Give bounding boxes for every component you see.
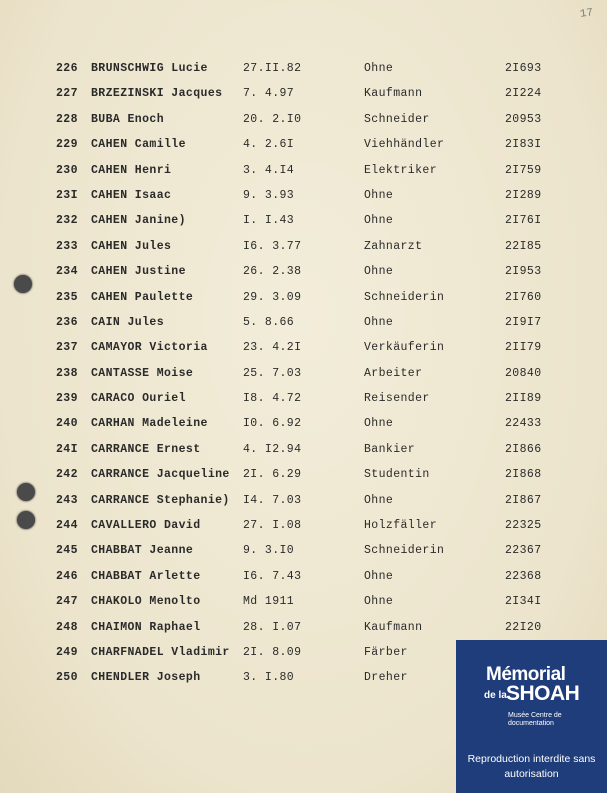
occupation: Elektriker — [364, 163, 438, 177]
occupation: Dreher — [364, 671, 408, 685]
record-id: 2I693 — [505, 62, 542, 75]
person-name: CAHEN Isaac — [91, 188, 172, 202]
record-id: 2I866 — [505, 442, 542, 456]
birth-date: 29. 3.09 — [243, 290, 302, 304]
person-name: CAHEN Henri — [91, 163, 172, 177]
record-id: 2II79 — [505, 341, 542, 355]
record-id: 22I20 — [505, 620, 542, 634]
list-row — [0, 468, 607, 493]
record-id: 2I289 — [505, 188, 542, 202]
record-id: 2I953 — [505, 265, 542, 279]
birth-date: 9. 3.I0 — [243, 544, 295, 558]
occupation: Ohne — [364, 62, 394, 75]
person-name: CAHEN Janine) — [91, 214, 186, 228]
list-row — [0, 265, 607, 290]
record-id: 2I83I — [505, 138, 542, 152]
birth-date: I4. 7.03 — [243, 493, 302, 507]
logo-de-la: de la — [484, 690, 507, 701]
list-row — [0, 240, 607, 265]
record-id: 2II89 — [505, 392, 542, 406]
person-name: BRZEZINSKI Jacques — [91, 87, 223, 101]
birth-date: 2I. 6.29 — [243, 468, 302, 482]
birth-date: 27.II.82 — [243, 62, 302, 75]
logo-shoah: SHOAH — [506, 682, 580, 705]
birth-date: 2I. 8.09 — [243, 645, 302, 659]
record-id: 22367 — [505, 544, 542, 558]
birth-date: I6. 7.43 — [243, 569, 302, 583]
occupation: Holzfäller — [364, 519, 438, 533]
record-id: 2I224 — [505, 87, 542, 101]
occupation: Kaufmann — [364, 620, 423, 634]
occupation: Färber — [364, 645, 408, 659]
birth-date: 7. 4.97 — [243, 87, 295, 101]
person-name: BUBA Enoch — [91, 112, 165, 126]
row-number: 24I — [56, 442, 78, 456]
list-row — [0, 417, 607, 442]
list-row — [0, 214, 607, 239]
record-id: 22368 — [505, 569, 542, 583]
occupation: Ohne — [364, 417, 394, 431]
occupation: Zahnarzt — [364, 239, 423, 253]
row-number: 243 — [56, 493, 78, 507]
record-id: 2I759 — [505, 163, 542, 177]
list-row — [0, 392, 607, 417]
birth-date: 4. I2.94 — [243, 442, 302, 456]
birth-date: 4. 2.6I — [243, 138, 295, 152]
row-number: 233 — [56, 239, 78, 253]
record-id: 20840 — [505, 366, 542, 380]
occupation: Ohne — [364, 188, 394, 202]
row-number: 230 — [56, 163, 78, 177]
list-row — [0, 595, 607, 620]
person-name: CARRANCE Jacqueline — [91, 468, 230, 482]
person-name: CAIN Jules — [91, 315, 165, 329]
row-number: 23I — [56, 188, 78, 202]
person-name: CANTASSE Moise — [91, 366, 194, 380]
person-name: CAHEN Paulette — [91, 290, 194, 304]
person-name: CAHEN Camille — [91, 138, 186, 152]
occupation: Viehhändler — [364, 138, 445, 152]
row-number: 248 — [56, 620, 78, 634]
record-id: 2I76I — [505, 214, 542, 228]
occupation: Studentin — [364, 468, 430, 482]
birth-date: I0. 6.92 — [243, 417, 302, 431]
occupation: Ohne — [364, 265, 394, 279]
row-number: 236 — [56, 315, 78, 329]
birth-date: 5. 8.66 — [243, 315, 295, 329]
occupation: Bankier — [364, 442, 416, 456]
deportee-list — [0, 62, 607, 697]
record-id: 2I9I7 — [505, 315, 542, 329]
row-number: 228 — [56, 112, 78, 126]
person-name: CARACO Ouriel — [91, 392, 186, 406]
person-name: CHABBAT Arlette — [91, 569, 201, 583]
list-row — [0, 138, 607, 163]
occupation: Ohne — [364, 315, 394, 329]
row-number: 250 — [56, 671, 78, 685]
person-name: CHABBAT Jeanne — [91, 544, 194, 558]
row-number: 244 — [56, 519, 78, 533]
occupation: Reisender — [364, 392, 430, 406]
record-id: 22I85 — [505, 239, 542, 253]
row-number: 227 — [56, 87, 78, 101]
person-name: CHAKOLO Menolto — [91, 595, 201, 609]
person-name: CAMAYOR Victoria — [91, 341, 208, 355]
logo-subtitle: Musée Centre de documentation — [508, 712, 562, 727]
list-row — [0, 367, 607, 392]
person-name: CAHEN Justine — [91, 265, 186, 279]
occupation: Ohne — [364, 214, 394, 228]
birth-date: 9. 3.93 — [243, 188, 295, 202]
birth-date: 25. 7.03 — [243, 366, 302, 380]
record-id: 22325 — [505, 519, 542, 533]
row-number: 247 — [56, 595, 78, 609]
row-number: 240 — [56, 417, 78, 431]
record-id: 2I34I — [505, 595, 542, 609]
list-row — [0, 87, 607, 112]
row-number: 245 — [56, 544, 78, 558]
person-name: CARRANCE Ernest — [91, 442, 201, 456]
list-row — [0, 164, 607, 189]
birth-date: 28. I.07 — [243, 620, 302, 634]
row-number: 249 — [56, 645, 78, 659]
occupation: Schneider — [364, 112, 430, 126]
person-name: CARHAN Madeleine — [91, 417, 208, 431]
record-id: 20953 — [505, 112, 542, 126]
birth-date: I8. 4.72 — [243, 392, 302, 406]
birth-date: 27. I.08 — [243, 519, 302, 533]
list-row — [0, 62, 607, 87]
row-number: 226 — [56, 62, 78, 75]
record-id: 2I867 — [505, 493, 542, 507]
list-row — [0, 519, 607, 544]
person-name: CAVALLERO David — [91, 519, 201, 533]
row-number: 239 — [56, 392, 78, 406]
occupation: Kaufmann — [364, 87, 423, 101]
person-name: BRUNSCHWIG Lucie — [91, 62, 208, 75]
occupation: Ohne — [364, 493, 394, 507]
record-id: 2I760 — [505, 290, 542, 304]
person-name: CHENDLER Joseph — [91, 671, 201, 685]
person-name: CARRANCE Stephanie) — [91, 493, 230, 507]
birth-date: I. I.43 — [243, 214, 295, 228]
birth-date: 3. 4.I4 — [243, 163, 295, 177]
list-row — [0, 189, 607, 214]
row-number: 235 — [56, 290, 78, 304]
row-number: 234 — [56, 265, 78, 279]
birth-date: Md 1911 — [243, 595, 295, 609]
list-row — [0, 291, 607, 316]
row-number: 242 — [56, 468, 78, 482]
birth-date: 20. 2.I0 — [243, 112, 302, 126]
list-row — [0, 544, 607, 569]
list-row — [0, 113, 607, 138]
row-number: 238 — [56, 366, 78, 380]
person-name: CHAIMON Raphael — [91, 620, 201, 634]
row-number: 232 — [56, 214, 78, 228]
record-id: 22433 — [505, 417, 542, 431]
occupation: Schneiderin — [364, 544, 445, 558]
occupation: Schneiderin — [364, 290, 445, 304]
row-number: 229 — [56, 138, 78, 152]
list-row — [0, 443, 607, 468]
record-id: 2I868 — [505, 468, 542, 482]
memorial-shoah-watermark — [456, 640, 607, 793]
list-row — [0, 341, 607, 366]
occupation: Ohne — [364, 569, 394, 583]
reproduction-notice: Reproduction interdite sans autorisation — [467, 753, 596, 780]
birth-date: 26. 2.38 — [243, 265, 302, 279]
occupation: Verkäuferin — [364, 341, 445, 355]
person-name: CAHEN Jules — [91, 239, 172, 253]
occupation: Arbeiter — [364, 366, 423, 380]
row-number: 237 — [56, 341, 78, 355]
birth-date: 23. 4.2I — [243, 341, 302, 355]
person-name: CHARFNADEL Vladimir — [91, 645, 230, 659]
birth-date: I6. 3.77 — [243, 239, 302, 253]
logo-memorial: Mémorial — [486, 664, 566, 685]
list-row — [0, 494, 607, 519]
list-row — [0, 316, 607, 341]
birth-date: 3. I.80 — [243, 671, 295, 685]
page-number: 17 — [579, 7, 594, 21]
list-row — [0, 570, 607, 595]
occupation: Ohne — [364, 595, 394, 609]
row-number: 246 — [56, 569, 78, 583]
